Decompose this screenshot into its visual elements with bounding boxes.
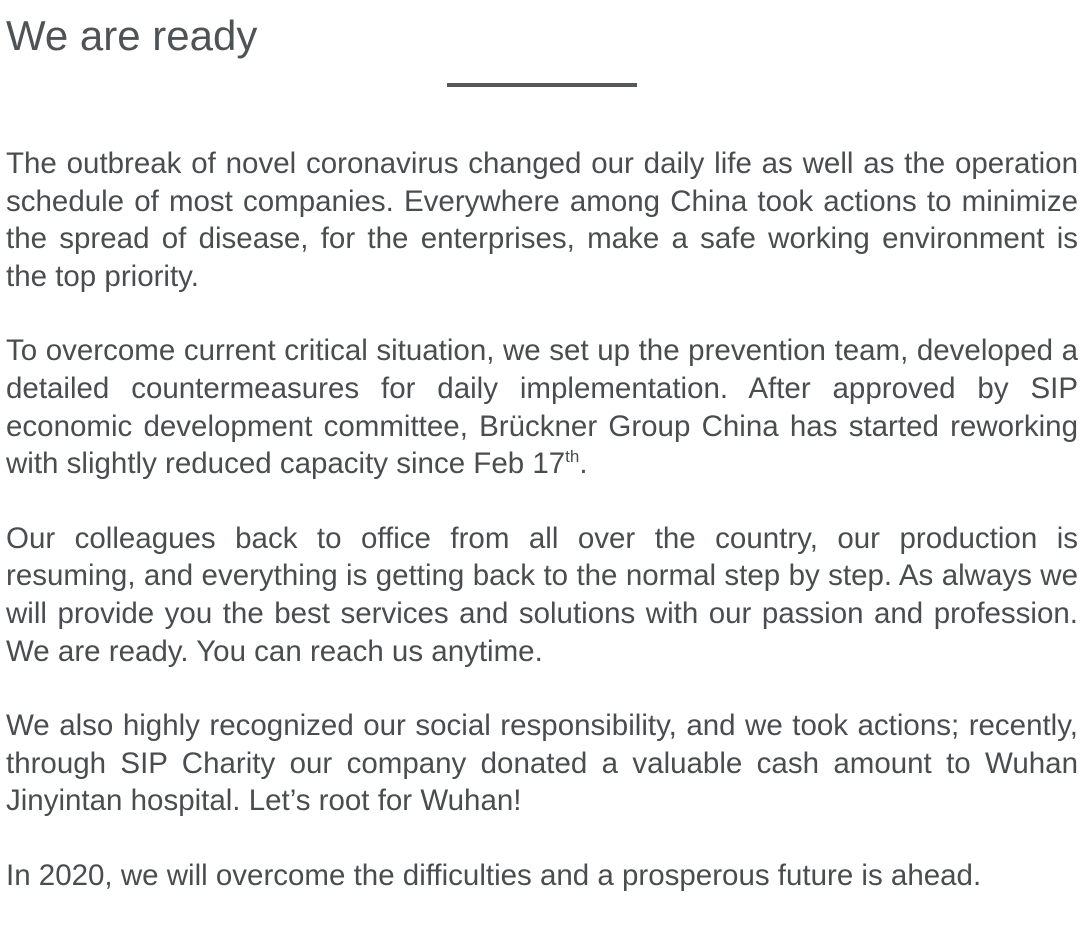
article-body (6, 145, 1078, 932)
paragraph-colleagues: Our colleagues back to office from all over the country, our production is resuming, and everything is getting back to the normal step by step. As always we will provide you the best services and solutions with our passion and profession. We are ready. You can reach us anytime. (6, 521, 1078, 668)
article (6, 0, 1078, 892)
paragraph-social-responsibility: We also highly recognized our social responsibility, and we took actions; recently, through SIP Charity our company donated a valuable cash amount to Wuhan Jinyintan hospital. Let’s root for Wuhan! (6, 709, 1078, 818)
ordinal-suffix: th (565, 447, 580, 467)
paragraph-prevention-period: . (579, 447, 588, 481)
paragraph-outbreak: The outbreak of novel coronavirus changed our daily life as well as the operation schedule of most companies. Everywhere among China took actions to minimize the spread of disease, for the enterprises, make a safe working environment is the top priority. (6, 147, 1078, 293)
title-underline-divider (447, 83, 637, 87)
paragraph-prevention-team (6, 332, 1078, 482)
paragraph-prevention-text: To overcome current critical situation, we set up the prevention team, developed a detailed countermeasures for daily implementation. After approved by SIP economic development committee, Brückner Group China has started reworking with slightly reduced capacity since Feb 17 (6, 334, 1078, 481)
page-title: We are ready (6, 12, 258, 59)
paragraph-future: In 2020, we will overcome the difficulties and a prosperous future is ahead. (6, 858, 982, 892)
